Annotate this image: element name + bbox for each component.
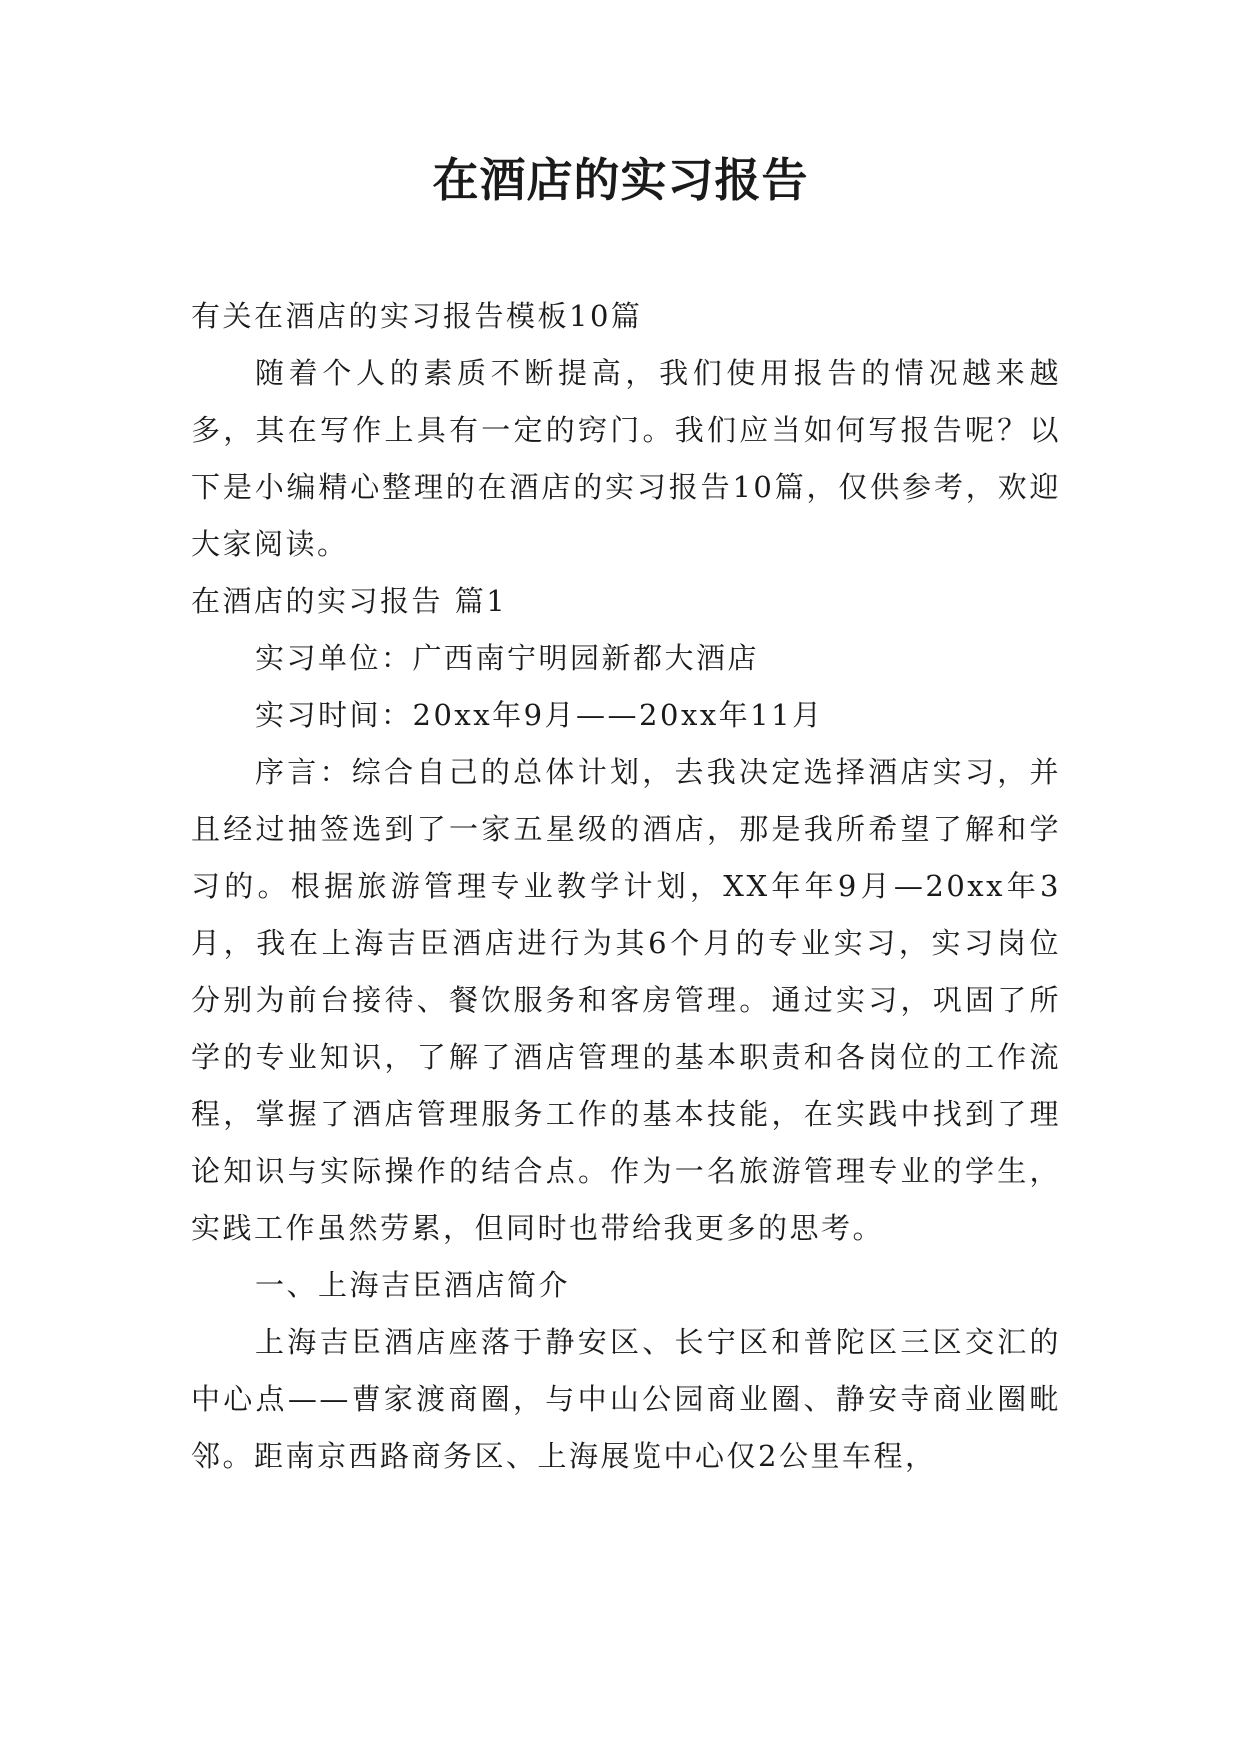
paragraph-intro: 随着个人的素质不断提高，我们使用报告的情况越来越多，其在写作上具有一定的窍门。我们应当如何写报告呢？以下是小编精心整理的在酒店的实习报告10篇，仅供参考，欢迎大家阅读。: [191, 356, 1061, 561]
section-heading: 在酒店的实习报告 篇1: [191, 584, 508, 618]
document-title: 在酒店的实习报告: [432, 153, 809, 207]
paragraph-subtitle: 有关在酒店的实习报告模板10篇: [191, 299, 643, 333]
subsection-heading: 一、上海吉臣酒店简介: [255, 1268, 571, 1302]
paragraph-internship-time: 实习时间：20xx年9月——20xx年11月: [255, 698, 824, 732]
paragraph-internship-unit: 实习单位：广西南宁明园新都大酒店: [255, 641, 760, 675]
paragraph-preface: 序言：综合自己的总体计划，去我决定选择酒店实习，并且经过抽签选到了一家五星级的酒店，那是我所希望了解和学习的。根据旅游管理专业教学计划，XX年年9月—20xx年3月，我在上海吉臣酒店进行为其6个月的专业实习，实习岗位分别为前台接待、餐饮服务和客房管理。通过实习，巩固了所学的专业知识，了解了酒店管理的基本职责和各岗位的工作流程，掌握了酒店管理服务工作的基本技能，在实践中找到了理论知识与实际操作的结合点。作为一名旅游管理专业的学生，实践工作虽然劳累，但同时也带给我更多的思考。: [191, 755, 1061, 1245]
paragraph-hotel-intro: 上海吉臣酒店座落于静安区、长宁区和普陀区三区交汇的中心点——曹家渡商圈，与中山公园商业圈、静安寺商业圈毗邻。距南京西路商务区、上海展览中心仅2公里车程，: [191, 1325, 1061, 1473]
document-body: [191, 288, 1061, 1485]
